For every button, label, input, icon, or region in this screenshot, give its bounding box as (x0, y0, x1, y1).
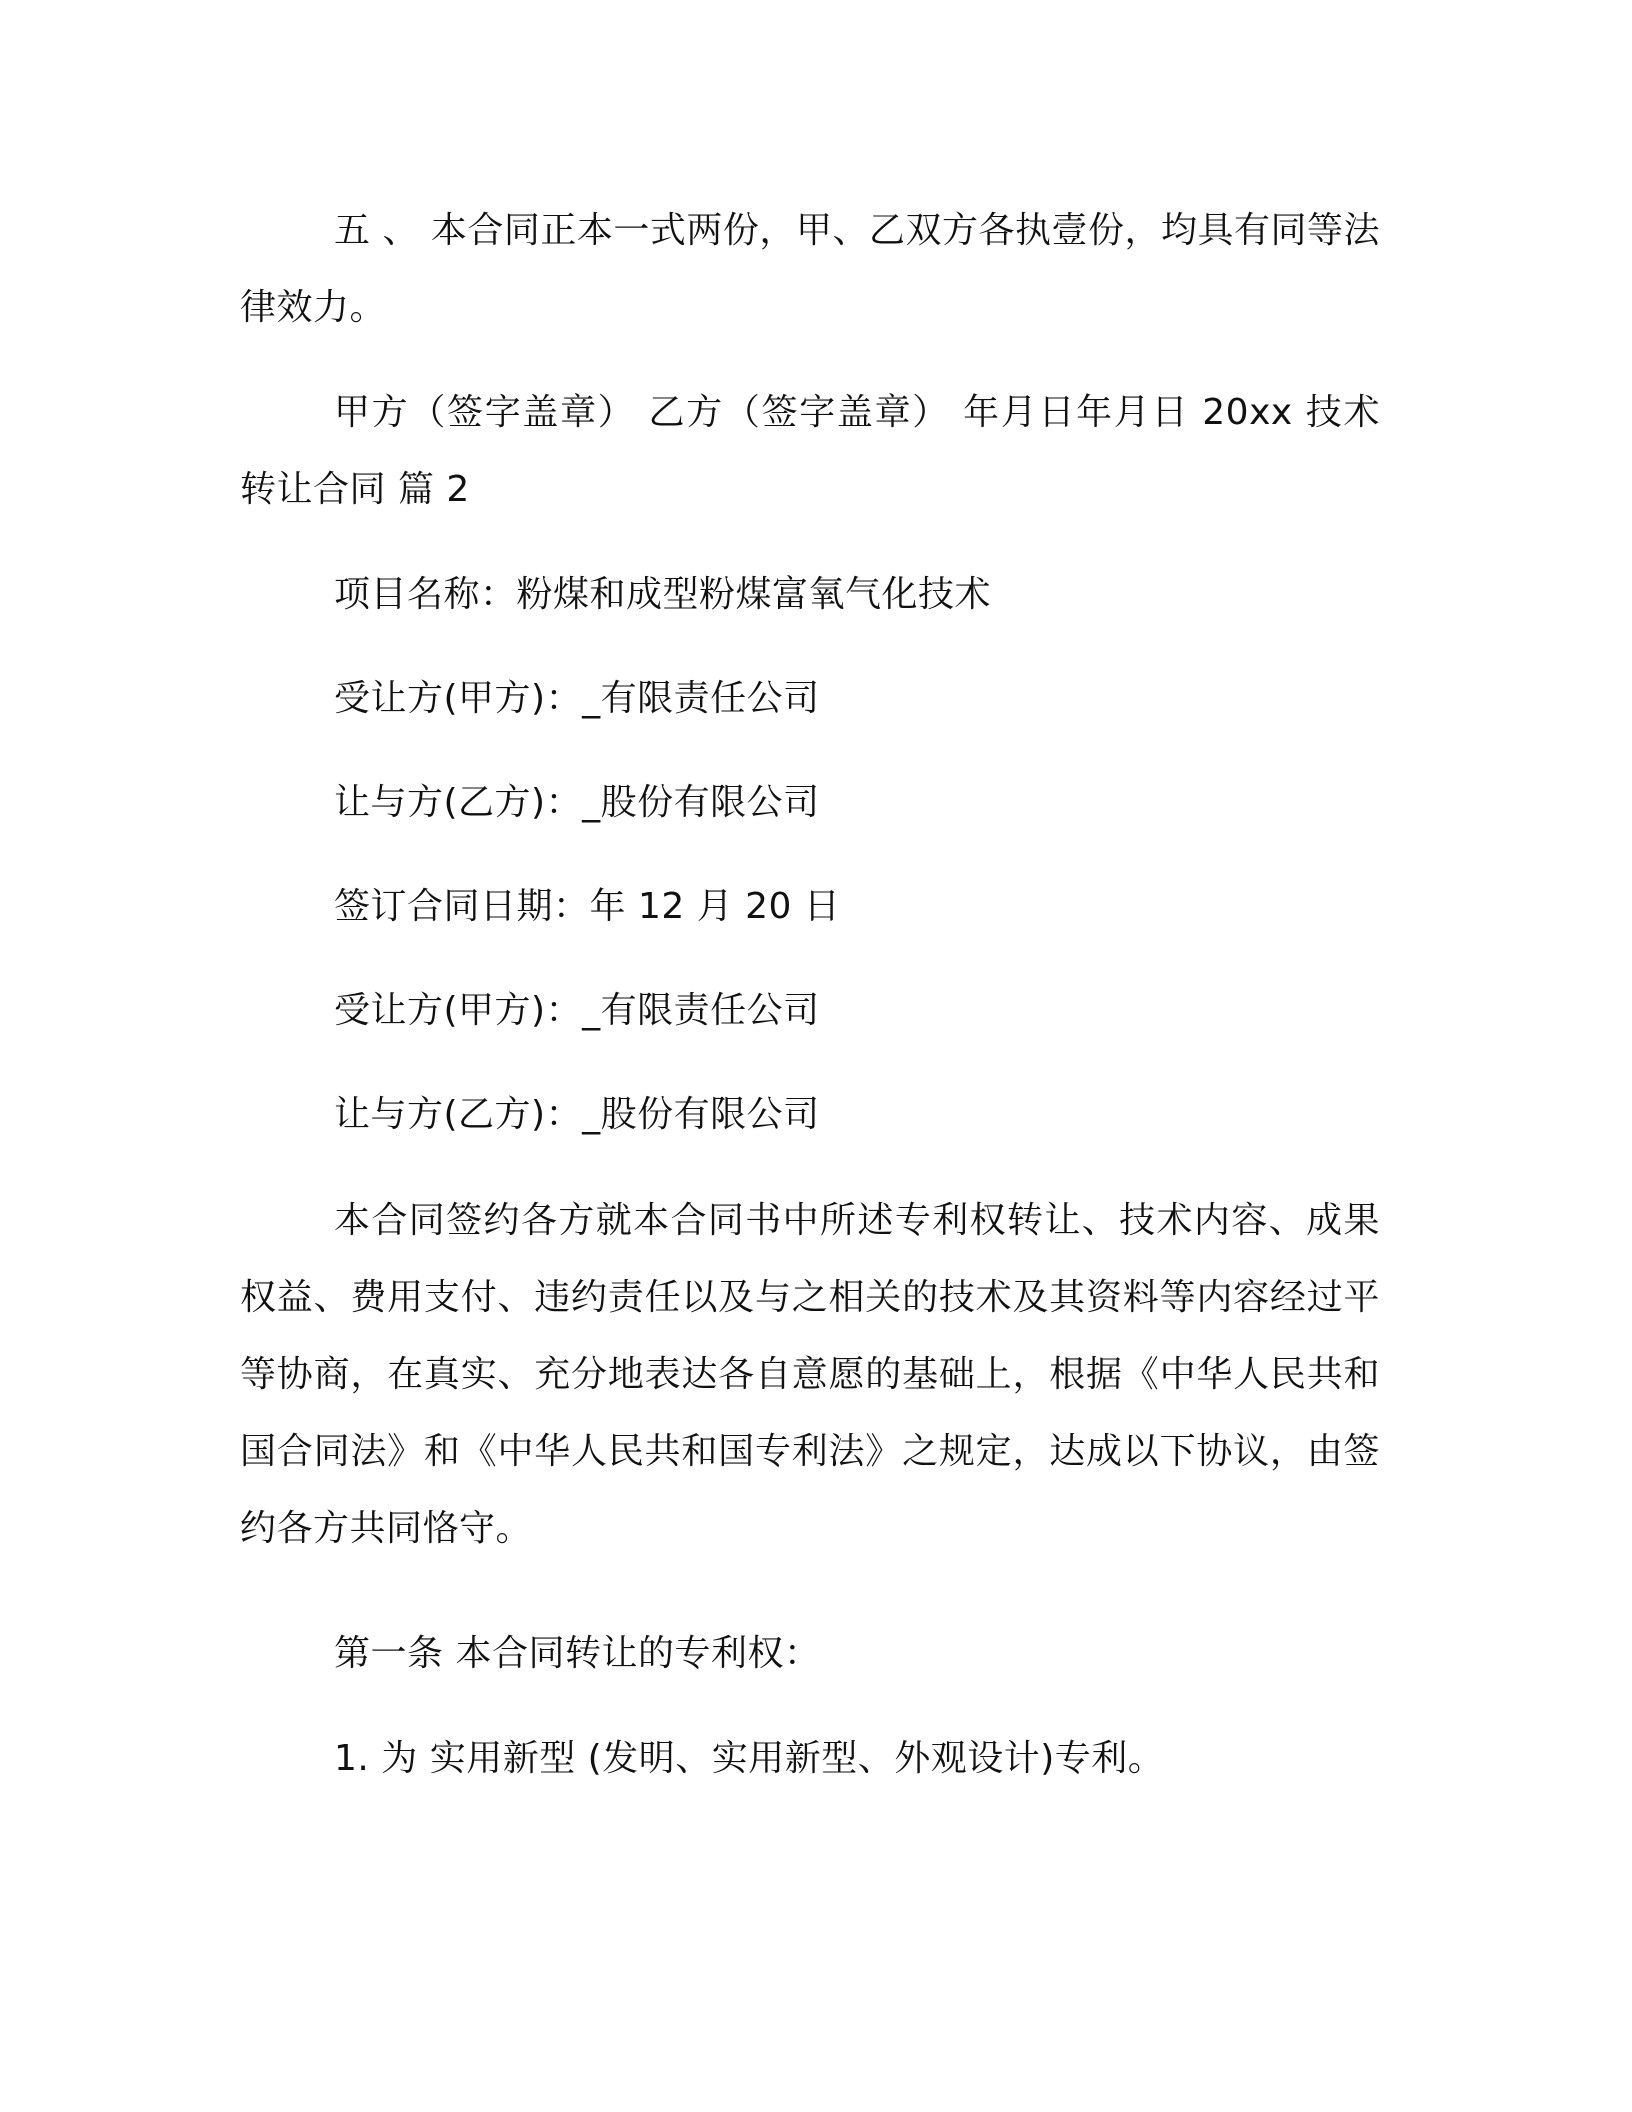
paragraph-patent-type: 1. 为 实用新型 (发明、实用新型、外观设计)专利。 (334, 1738, 1165, 1779)
paragraph-project-name: 项目名称：粉煤和成型粉煤富氧气化技术 (334, 574, 992, 615)
paragraph-effect-clause: 五 、 本合同正本一式两份，甲、乙双方各执壹份，均具有同等法律效力。 (240, 210, 1380, 328)
paragraph-transferor: 让与方(乙方)：_股份有限公司 (334, 782, 820, 823)
paragraph-transferee: 受让方(甲方)：_有限责任公司 (334, 678, 820, 719)
document-body (240, 192, 1380, 1797)
paragraph-preamble: 本合同签约各方就本合同书中所述专利权转让、技术内容、成果权益、费用支付、违约责任以及与之相关的技术及其资料等内容经过平等协商，在真实、充分地表达各自意愿的基础上，根据《中华人民共和国合同法》和《中华人民共和国专利法》之规定，达成以下协议，由签约各方共同恪守。 (240, 1200, 1380, 1549)
paragraph-signing-date: 签订合同日期：年 12 月 20 日 (334, 886, 841, 927)
paragraph-signatures-heading: 甲方（签字盖章） 乙方（签字盖章） 年月日年月日 20xx 技术转让合同 篇 2 (240, 392, 1380, 510)
paragraph-article-one: 第一条 本合同转让的专利权： (334, 1633, 821, 1674)
paragraph-transferee-repeat: 受让方(甲方)：_有限责任公司 (334, 990, 820, 1031)
paragraph-transferor-repeat: 让与方(乙方)：_股份有限公司 (334, 1094, 820, 1135)
